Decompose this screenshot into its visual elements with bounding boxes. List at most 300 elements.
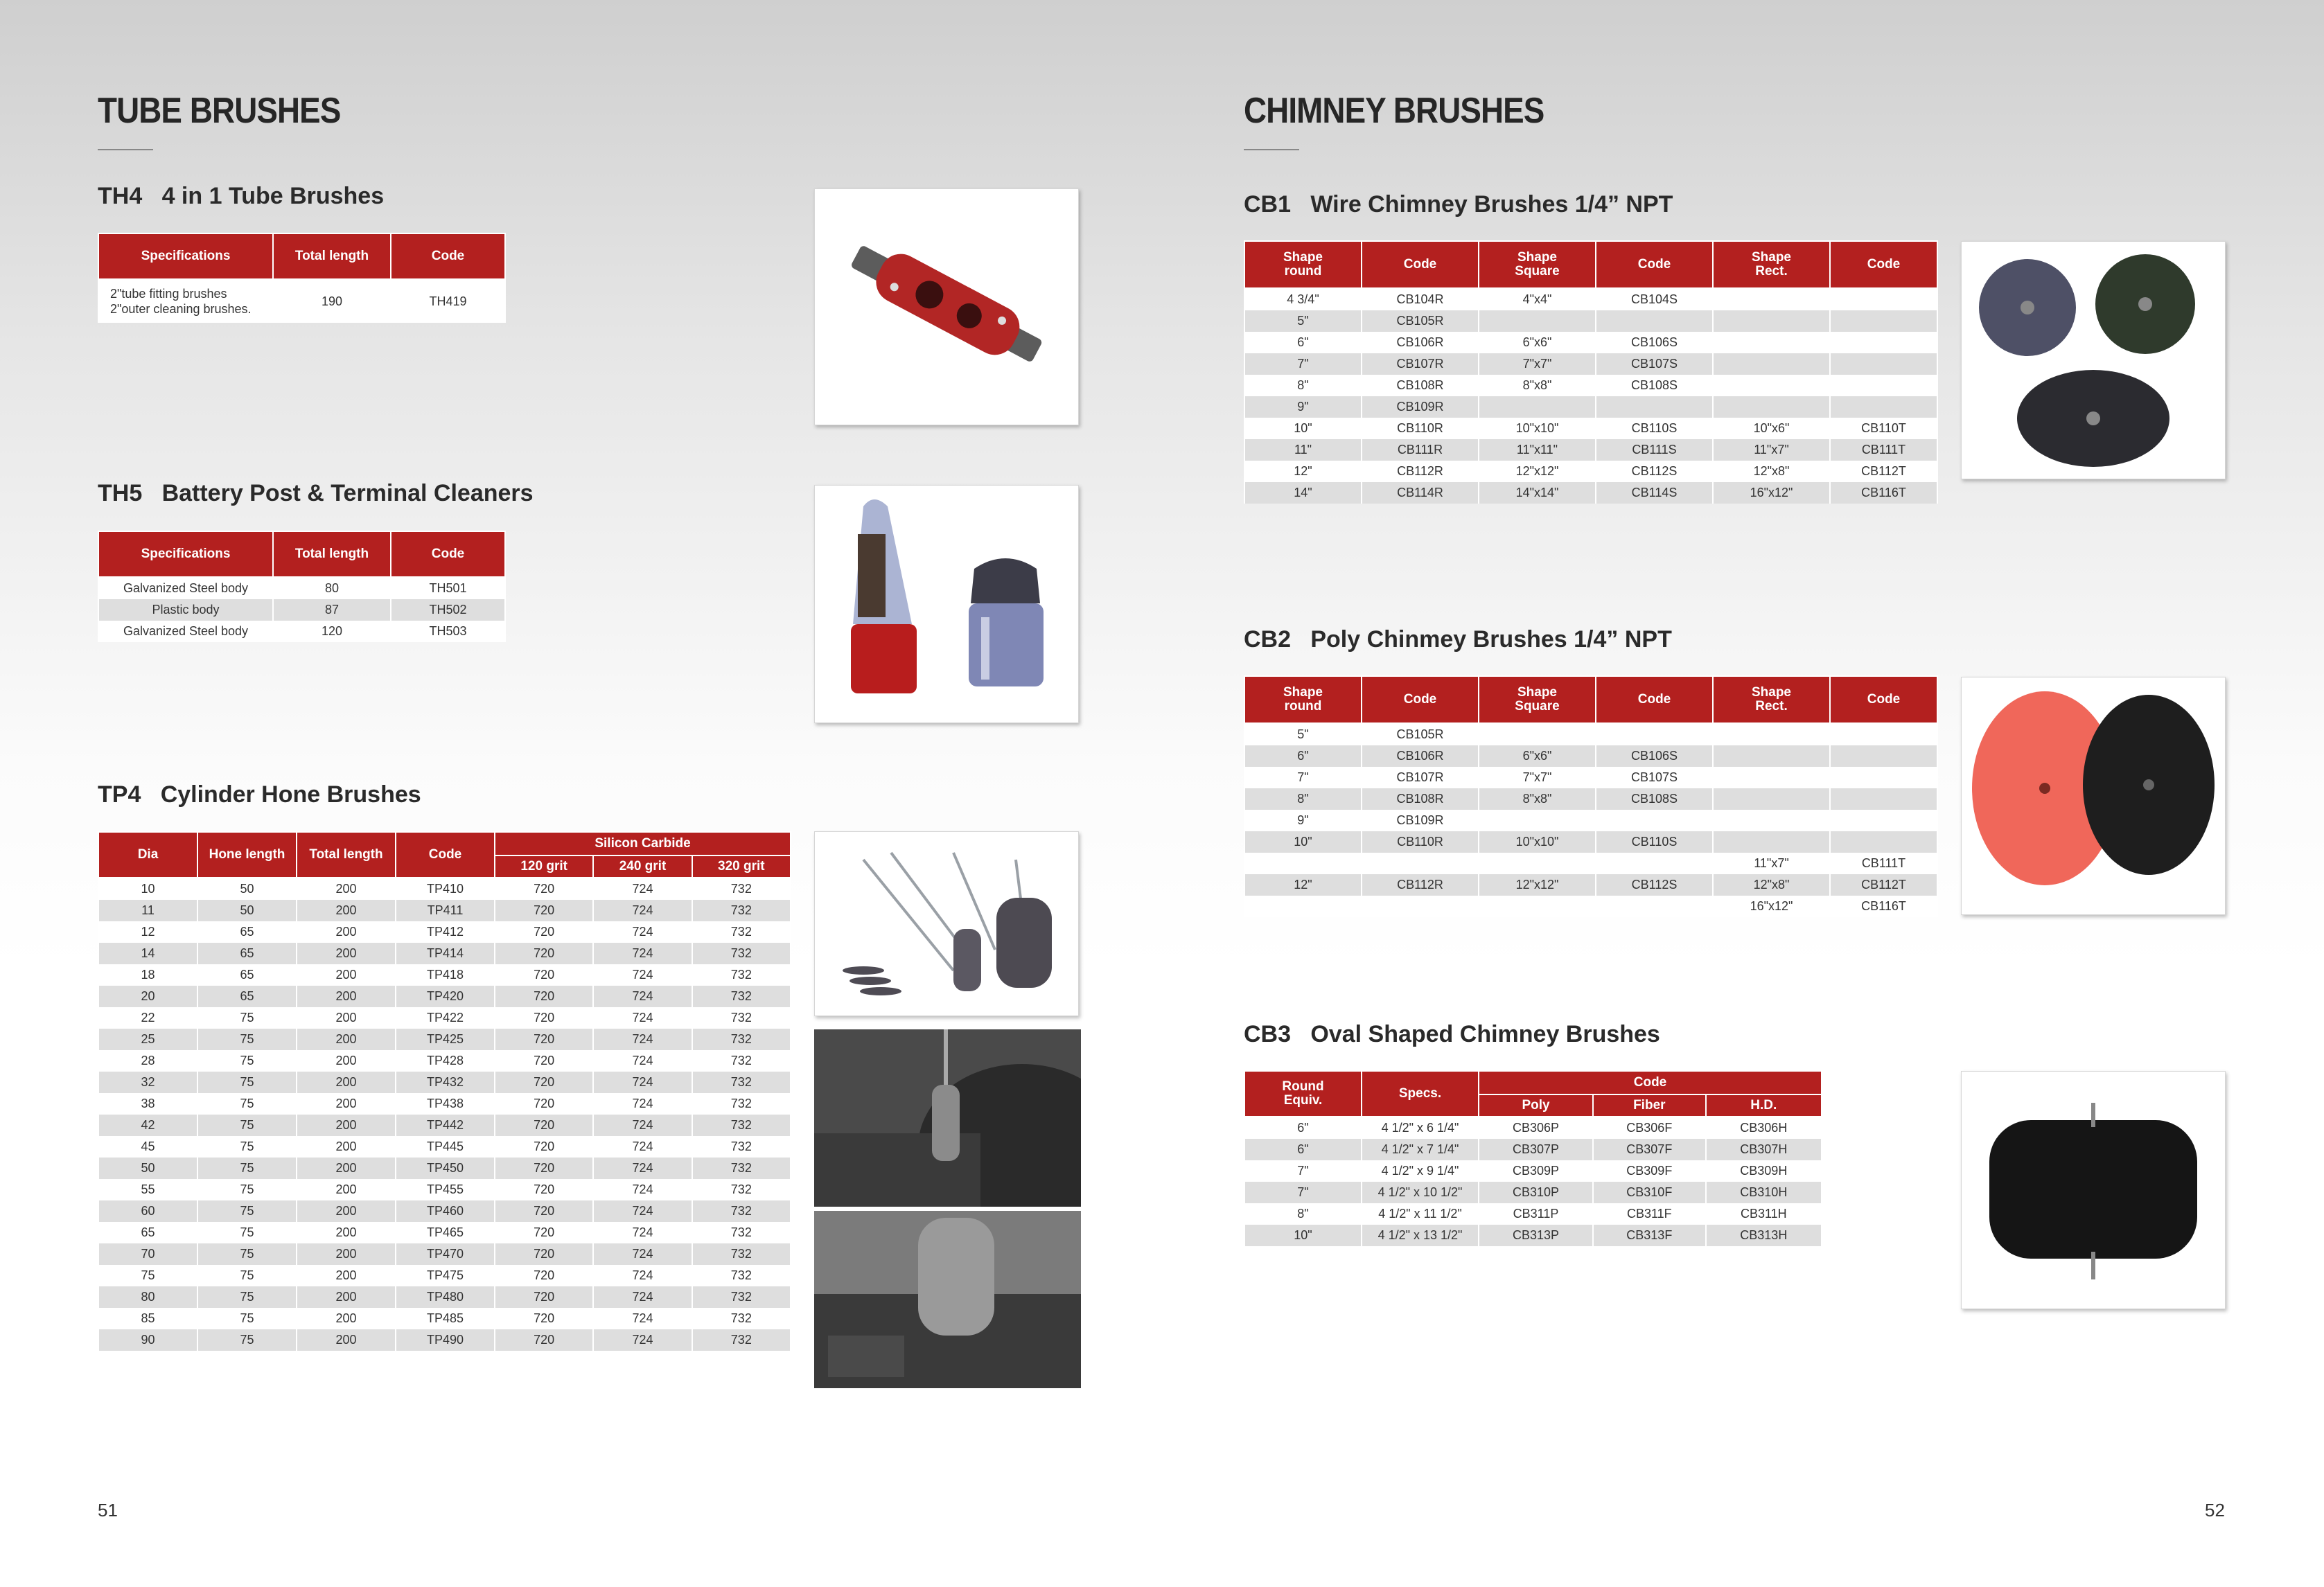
cb1-header-2: Shape Square	[1479, 241, 1596, 288]
cb2-header-4: Shape Rect.	[1713, 676, 1830, 723]
table-cell: 7"	[1244, 767, 1362, 788]
table-cell: 720	[495, 900, 593, 921]
table-cell: 75	[197, 1243, 297, 1265]
table-cell: 200	[297, 943, 396, 964]
table-row	[98, 921, 791, 943]
hone-in-bore-image	[814, 1029, 1081, 1207]
table-cell: 200	[297, 1093, 396, 1115]
table-cell: 732	[692, 921, 791, 943]
tp4-header-hone-length: Hone length	[197, 832, 297, 878]
table-row	[1244, 332, 1937, 353]
table-cell: 720	[495, 1072, 593, 1093]
table-row	[1244, 288, 1937, 310]
table-cell	[1244, 853, 1362, 874]
table-cell: 65	[197, 921, 297, 943]
table-cell: 75	[197, 1308, 297, 1329]
table-cell	[1830, 332, 1937, 353]
table-row	[98, 943, 791, 964]
table-row	[1244, 853, 1937, 874]
table-cell: 200	[297, 1029, 396, 1050]
table-cell	[1713, 788, 1830, 810]
table-cell: CB311H	[1706, 1203, 1822, 1225]
th4-spec-cell: 2"tube fitting brushes 2"outer cleaning brushes.	[98, 279, 273, 323]
table-cell: 75	[197, 1115, 297, 1136]
table-cell: CB109R	[1362, 810, 1479, 831]
table-cell: CB111T	[1830, 439, 1937, 461]
title-divider	[1244, 149, 1299, 150]
table-cell: 200	[297, 1243, 396, 1265]
table-cell	[1479, 310, 1596, 332]
table-cell: 8"x8"	[1479, 788, 1596, 810]
table-cell: 75	[197, 1158, 297, 1179]
table-cell: TP455	[396, 1179, 495, 1200]
table-cell: CB107R	[1362, 767, 1479, 788]
table-cell: 732	[692, 1050, 791, 1072]
table-cell: CB104R	[1362, 288, 1479, 310]
th5-spec-cell: Galvanized Steel body	[98, 621, 273, 642]
table-cell: 22	[98, 1007, 197, 1029]
table-cell: 12"	[1244, 874, 1362, 896]
tp4-header-code: Code	[396, 832, 495, 878]
table-cell: 732	[692, 1115, 791, 1136]
table-cell	[1830, 396, 1937, 418]
table-row	[1244, 723, 1937, 745]
table-cell: 200	[297, 986, 396, 1007]
table-row	[98, 1286, 791, 1308]
table-cell	[1713, 396, 1830, 418]
table-cell	[1596, 310, 1713, 332]
table-cell: 10"x10"	[1479, 831, 1596, 853]
table-row	[1244, 1203, 1822, 1225]
table-cell: TP485	[396, 1308, 495, 1329]
table-cell: CB107S	[1596, 767, 1713, 788]
table-cell: 200	[297, 1115, 396, 1136]
table-cell: TP438	[396, 1093, 495, 1115]
table-row	[98, 1029, 791, 1050]
table-cell	[1830, 745, 1937, 767]
table-cell: 4 1/2" x 10 1/2"	[1362, 1182, 1479, 1203]
cb3-subheader-fiber: Fiber	[1593, 1094, 1706, 1117]
table-cell	[1596, 853, 1713, 874]
table-cell: 75	[197, 1072, 297, 1093]
th5-spec-cell: Galvanized Steel body	[98, 577, 273, 599]
table-cell: 724	[593, 1072, 692, 1093]
table-row	[98, 1179, 791, 1200]
table-cell: 5"	[1244, 723, 1362, 745]
table-cell: CB309F	[1593, 1160, 1706, 1182]
table-cell	[1830, 810, 1937, 831]
table-row	[1244, 788, 1937, 810]
th5-header-total-length: Total length	[273, 531, 391, 577]
table-cell: CB108R	[1362, 788, 1479, 810]
table-cell: 11"	[1244, 439, 1362, 461]
cb3-subheader-hd: H.D.	[1706, 1094, 1822, 1117]
table-cell: 724	[593, 1007, 692, 1029]
table-row	[98, 1265, 791, 1286]
section-title-cb3: CB3 Oval Shaped Chimney Brushes	[1244, 1021, 1660, 1047]
table-row	[1244, 767, 1937, 788]
table-cell: 10"	[1244, 418, 1362, 439]
table-cell: 75	[197, 1265, 297, 1286]
table-cell: 720	[495, 1158, 593, 1179]
table-cell: 720	[495, 1200, 593, 1222]
table-row	[1244, 439, 1937, 461]
table-cell: 7"x7"	[1479, 767, 1596, 788]
table-cell: 75	[197, 1093, 297, 1115]
table-cell: 732	[692, 1029, 791, 1050]
table-row	[1244, 874, 1937, 896]
tp4-header-silicon-carbide: Silicon Carbide	[495, 832, 791, 855]
th4-product-photo	[814, 188, 1079, 425]
table-row	[1244, 375, 1937, 396]
table-cell: 724	[593, 878, 692, 900]
page-number-right: 52	[2205, 1500, 2225, 1520]
cb1-header-1: Code	[1362, 241, 1479, 288]
table-row	[98, 1007, 791, 1029]
table-row	[98, 986, 791, 1007]
table-cell: 720	[495, 1050, 593, 1072]
table-cell: 8"	[1244, 1203, 1362, 1225]
table-cell: 75	[197, 1286, 297, 1308]
table-cell: TP414	[396, 943, 495, 964]
table-row	[98, 1050, 791, 1072]
th4-table	[98, 233, 506, 323]
table-cell: 6"	[1244, 1139, 1362, 1160]
table-cell: CB313F	[1593, 1225, 1706, 1246]
table-cell: 720	[495, 1243, 593, 1265]
table-cell: CB112R	[1362, 461, 1479, 482]
table-cell	[1713, 745, 1830, 767]
table-cell: 6"	[1244, 1117, 1362, 1139]
table-cell: 12"	[1244, 461, 1362, 482]
table-cell: 200	[297, 878, 396, 900]
table-cell: 14	[98, 943, 197, 964]
cb2-header-5: Code	[1830, 676, 1937, 723]
table-cell: 732	[692, 1329, 791, 1351]
table-cell: 720	[495, 1093, 593, 1115]
table-row	[1244, 1117, 1822, 1139]
table-cell: 75	[197, 1200, 297, 1222]
table-cell: TP442	[396, 1115, 495, 1136]
table-cell: 6"	[1244, 332, 1362, 353]
table-cell: 732	[692, 1072, 791, 1093]
table-cell: 200	[297, 1222, 396, 1243]
th5-code-cell: TH502	[391, 599, 505, 621]
table-cell: CB112R	[1362, 874, 1479, 896]
table-cell	[1830, 831, 1937, 853]
table-cell: 32	[98, 1072, 197, 1093]
cb1-product-photo	[1961, 241, 2226, 479]
table-cell	[1479, 896, 1596, 917]
table-cell: TP410	[396, 878, 495, 900]
table-cell: 65	[197, 986, 297, 1007]
cb3-header-code: Code	[1479, 1071, 1822, 1094]
cb3-table	[1244, 1070, 1822, 1246]
table-cell: CB310F	[1593, 1182, 1706, 1203]
table-row	[98, 577, 505, 599]
table-cell: 200	[297, 1286, 396, 1308]
section-title-cb1: CB1 Wire Chimney Brushes 1/4” NPT	[1244, 191, 1673, 218]
table-cell: CB108S	[1596, 788, 1713, 810]
table-cell	[1713, 767, 1830, 788]
table-cell: 732	[692, 1222, 791, 1243]
table-cell: 75	[98, 1265, 197, 1286]
section-title-tp4: TP4 Cylinder Hone Brushes	[98, 781, 421, 808]
th5-code-cell: TH503	[391, 621, 505, 642]
table-cell: 732	[692, 900, 791, 921]
table-cell: 4 1/2" x 9 1/4"	[1362, 1160, 1479, 1182]
table-cell: CB110R	[1362, 831, 1479, 853]
table-cell: TP422	[396, 1007, 495, 1029]
cb1-header-0: Shape round	[1244, 241, 1362, 288]
cb2-table	[1244, 675, 1938, 917]
table-cell: 85	[98, 1308, 197, 1329]
table-cell	[1479, 810, 1596, 831]
table-cell: CB306H	[1706, 1117, 1822, 1139]
table-row	[1244, 831, 1937, 853]
page-number-left: 51	[98, 1500, 118, 1520]
table-cell: 45	[98, 1136, 197, 1158]
table-cell: CB310H	[1706, 1182, 1822, 1203]
page-title-chimney-brushes: CHIMNEY BRUSHES	[1244, 91, 1544, 131]
table-cell: TP465	[396, 1222, 495, 1243]
table-cell	[1596, 723, 1713, 745]
table-cell: TP480	[396, 1286, 495, 1308]
table-cell: CB307P	[1479, 1139, 1593, 1160]
table-cell: 724	[593, 1115, 692, 1136]
table-cell	[1596, 896, 1713, 917]
table-cell: 720	[495, 1222, 593, 1243]
table-cell: 4 1/2" x 7 1/4"	[1362, 1139, 1479, 1160]
table-cell: 4 1/2" x 13 1/2"	[1362, 1225, 1479, 1246]
table-cell: 75	[197, 1222, 297, 1243]
table-cell: CB106R	[1362, 745, 1479, 767]
table-cell: 12	[98, 921, 197, 943]
table-cell	[1713, 310, 1830, 332]
table-cell	[1830, 310, 1937, 332]
wire-chimney-brushes-image	[1962, 242, 2225, 479]
section-title-th5: TH5 Battery Post & Terminal Cleaners	[98, 480, 534, 506]
table-cell: 720	[495, 1286, 593, 1308]
table-row	[1244, 1182, 1822, 1203]
table-cell	[1830, 288, 1937, 310]
table-cell: CB306F	[1593, 1117, 1706, 1139]
table-cell: CB307H	[1706, 1139, 1822, 1160]
poly-chimney-brushes-image	[1962, 677, 2225, 914]
table-cell: 75	[197, 1136, 297, 1158]
table-cell: CB111T	[1830, 853, 1937, 874]
table-cell: 724	[593, 986, 692, 1007]
table-cell	[1479, 396, 1596, 418]
table-cell: 732	[692, 1179, 791, 1200]
table-cell: TP460	[396, 1200, 495, 1222]
table-cell	[1713, 332, 1830, 353]
table-cell: CB110S	[1596, 418, 1713, 439]
table-cell: CB107R	[1362, 353, 1479, 375]
table-cell: 4"x4"	[1479, 288, 1596, 310]
table-cell: 724	[593, 1200, 692, 1222]
th4-length-cell: 190	[273, 279, 391, 323]
table-cell: 200	[297, 1265, 396, 1286]
table-cell: 732	[692, 1308, 791, 1329]
table-cell: CB111S	[1596, 439, 1713, 461]
table-cell: 724	[593, 1136, 692, 1158]
table-cell: 7"	[1244, 1182, 1362, 1203]
table-cell	[1362, 896, 1479, 917]
table-cell: 720	[495, 986, 593, 1007]
tp4-subheader-320: 320 grit	[692, 855, 791, 878]
table-row	[1244, 482, 1937, 504]
table-cell: TP428	[396, 1050, 495, 1072]
table-cell: 720	[495, 1136, 593, 1158]
table-cell: 720	[495, 878, 593, 900]
table-cell: 70	[98, 1243, 197, 1265]
tp4-hone-brushes-photo	[814, 831, 1079, 1016]
hone-in-block-image	[814, 1211, 1081, 1388]
table-cell: 200	[297, 1200, 396, 1222]
table-cell: CB311F	[1593, 1203, 1706, 1225]
table-cell: TP450	[396, 1158, 495, 1179]
table-cell: 724	[593, 1222, 692, 1243]
table-cell: 720	[495, 1007, 593, 1029]
table-cell: 9"	[1244, 396, 1362, 418]
table-cell: 28	[98, 1050, 197, 1072]
table-cell: 732	[692, 1158, 791, 1179]
cb2-header-0: Shape round	[1244, 676, 1362, 723]
table-row	[98, 279, 505, 323]
table-cell: CB112S	[1596, 874, 1713, 896]
table-row	[98, 1093, 791, 1115]
table-cell: TP490	[396, 1329, 495, 1351]
cb1-header-3: Code	[1596, 241, 1713, 288]
table-cell: 80	[98, 1286, 197, 1308]
cb3-header-specs: Specs.	[1362, 1071, 1479, 1117]
table-cell: 16"x12"	[1713, 482, 1830, 504]
th5-table	[98, 531, 506, 642]
table-cell: 75	[197, 1179, 297, 1200]
table-cell	[1713, 288, 1830, 310]
table-cell: CB110R	[1362, 418, 1479, 439]
table-cell: 50	[197, 878, 297, 900]
table-cell: 200	[297, 1136, 396, 1158]
table-cell	[1596, 810, 1713, 831]
table-row	[1244, 1139, 1822, 1160]
table-cell	[1830, 788, 1937, 810]
table-cell: 724	[593, 1050, 692, 1072]
table-cell: CB106S	[1596, 745, 1713, 767]
table-cell: 4 3/4"	[1244, 288, 1362, 310]
th5-length-cell: 87	[273, 599, 391, 621]
table-row	[1244, 810, 1937, 831]
table-cell: CB106R	[1362, 332, 1479, 353]
table-cell: 8"x8"	[1479, 375, 1596, 396]
table-cell: CB104S	[1596, 288, 1713, 310]
table-row	[1244, 745, 1937, 767]
table-cell: 20	[98, 986, 197, 1007]
table-cell: 724	[593, 1093, 692, 1115]
table-row	[1244, 896, 1937, 917]
table-cell: 732	[692, 1007, 791, 1029]
table-cell: CB105R	[1362, 723, 1479, 745]
table-cell	[1479, 853, 1596, 874]
table-cell: 10	[98, 878, 197, 900]
table-cell: 8"	[1244, 375, 1362, 396]
table-row	[98, 964, 791, 986]
table-cell: 720	[495, 921, 593, 943]
table-cell: TP445	[396, 1136, 495, 1158]
table-cell: 10"x6"	[1713, 418, 1830, 439]
table-cell: 75	[197, 1029, 297, 1050]
table-cell: 6"x6"	[1479, 332, 1596, 353]
table-cell: CB310P	[1479, 1182, 1593, 1203]
table-cell: CB110T	[1830, 418, 1937, 439]
tube-brush-tool-image	[815, 189, 1078, 425]
table-row	[1244, 353, 1937, 375]
th4-code-cell: TH419	[391, 279, 505, 323]
table-cell	[1713, 353, 1830, 375]
table-cell: 200	[297, 1072, 396, 1093]
cb1-table	[1244, 240, 1938, 504]
table-cell: 732	[692, 986, 791, 1007]
table-cell: 38	[98, 1093, 197, 1115]
table-cell: CB114R	[1362, 482, 1479, 504]
table-cell: 4 1/2" x 6 1/4"	[1362, 1117, 1479, 1139]
table-cell: 720	[495, 964, 593, 986]
table-cell: 724	[593, 943, 692, 964]
table-cell: 724	[593, 1243, 692, 1265]
table-row	[98, 599, 505, 621]
table-cell: 720	[495, 1329, 593, 1351]
table-cell: TP432	[396, 1072, 495, 1093]
table-row	[98, 621, 505, 642]
table-cell: 724	[593, 964, 692, 986]
table-cell: 16"x12"	[1713, 896, 1830, 917]
table-cell: 6"x6"	[1479, 745, 1596, 767]
table-cell: 4 1/2" x 11 1/2"	[1362, 1203, 1479, 1225]
table-cell: CB311P	[1479, 1203, 1593, 1225]
table-cell: CB108R	[1362, 375, 1479, 396]
table-cell: 12"x12"	[1479, 461, 1596, 482]
table-cell	[1713, 831, 1830, 853]
table-cell: CB307F	[1593, 1139, 1706, 1160]
table-row	[98, 1136, 791, 1158]
table-cell: 75	[197, 1007, 297, 1029]
th5-code-cell: TH501	[391, 577, 505, 599]
table-row	[98, 1222, 791, 1243]
cb2-product-photo	[1961, 677, 2226, 915]
table-row	[98, 1329, 791, 1351]
table-cell: 10"x10"	[1479, 418, 1596, 439]
table-cell: CB309P	[1479, 1160, 1593, 1182]
table-cell	[1830, 767, 1937, 788]
table-cell: 200	[297, 1308, 396, 1329]
table-cell: CB309H	[1706, 1160, 1822, 1182]
table-cell: CB110S	[1596, 831, 1713, 853]
table-cell: 720	[495, 1308, 593, 1329]
table-cell: CB108S	[1596, 375, 1713, 396]
table-cell: 14"x14"	[1479, 482, 1596, 504]
table-cell: 200	[297, 1179, 396, 1200]
table-cell	[1244, 896, 1362, 917]
th5-spec-cell: Plastic body	[98, 599, 273, 621]
tp4-subheader-120: 120 grit	[495, 855, 593, 878]
battery-terminal-cleaner-image	[815, 486, 1078, 722]
table-row	[1244, 461, 1937, 482]
table-cell: 720	[495, 1029, 593, 1050]
table-row	[98, 1200, 791, 1222]
table-cell: 724	[593, 1308, 692, 1329]
table-cell: 10"	[1244, 1225, 1362, 1246]
